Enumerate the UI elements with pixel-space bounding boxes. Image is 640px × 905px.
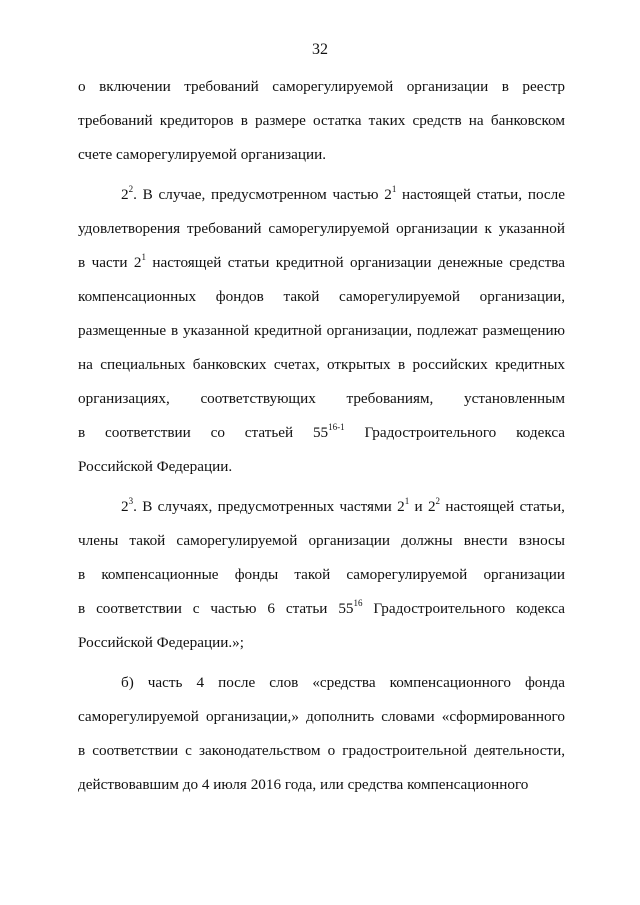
- page-number: 32: [312, 41, 328, 58]
- text-line: [78, 530, 565, 564]
- superscript: 3: [128, 495, 134, 506]
- text-run: члены такой саморегулируемой организации должны внести взносы: [78, 532, 565, 549]
- text-line: [78, 564, 565, 598]
- text-line: [78, 184, 565, 218]
- text-run: в компенсационные фонды такой саморегулируемой организации: [78, 566, 565, 583]
- text-run: действовавшим до 4 июля 2016 года, или средства компенсационного: [78, 776, 529, 793]
- text-run: Градостроительного кодекса: [362, 600, 566, 617]
- document-body: [78, 76, 565, 808]
- paragraph: [78, 496, 565, 666]
- text-run: Градостроительного кодекса: [344, 424, 565, 441]
- text-run: саморегулируемой организации,» дополнить словами «сформированного: [78, 708, 565, 725]
- text-run: удовлетворения требований саморегулируемой организации к указанной: [78, 220, 565, 237]
- text-run: счете саморегулируемой организации.: [78, 146, 327, 163]
- text-run: и 2: [409, 498, 436, 515]
- paragraph: [78, 184, 565, 490]
- text-line: [78, 774, 565, 808]
- paragraph: [78, 76, 565, 178]
- superscript: 1: [141, 251, 146, 262]
- text-line: [78, 218, 565, 252]
- text-line: [78, 598, 565, 632]
- text-run: . В случае, предусмотренном частью 2: [133, 186, 392, 203]
- text-run: требований кредиторов в размере остатка таких средств на банковском: [78, 112, 565, 129]
- superscript: 1: [404, 495, 410, 506]
- paragraph: [78, 672, 565, 808]
- text-run: на специальных банковских счетах, открытых в российских кредитных: [78, 356, 565, 373]
- text-run: Российской Федерации.: [78, 458, 233, 475]
- text-run: компенсационных фондов такой саморегулируемой организации,: [78, 288, 565, 305]
- text-line: [78, 388, 565, 422]
- text-line: [78, 110, 565, 144]
- text-line: [78, 354, 565, 388]
- text-run: настоящей статьи,: [440, 498, 565, 515]
- text-run: настоящей статьи кредитной организации денежные средства: [146, 254, 565, 271]
- superscript: 1: [391, 183, 397, 194]
- text-run: . В случаях, предусмотренных частями 2: [133, 498, 405, 515]
- text-line: [78, 76, 565, 110]
- text-line: [78, 632, 565, 666]
- text-line: [78, 740, 565, 774]
- text-run: в части 2: [78, 254, 142, 271]
- text-run: б) часть 4 после слов «средства компенсационного фонда: [121, 674, 565, 691]
- text-run: о включении требований саморегулируемой организации в реестр: [78, 78, 565, 95]
- text-run: 2: [121, 498, 129, 515]
- text-line: [78, 496, 565, 530]
- text-line: [78, 320, 565, 354]
- text-run: организациях, соответствующих требованиям, установленным: [78, 390, 565, 407]
- text-run: 2: [121, 186, 129, 203]
- text-run: настоящей статьи, после: [396, 186, 565, 203]
- text-line: [78, 706, 565, 740]
- text-line: [78, 144, 565, 178]
- text-line: [78, 422, 565, 456]
- text-line: [78, 456, 565, 490]
- text-run: размещенные в указанной кредитной организации, подлежат размещению: [78, 322, 565, 339]
- text-run: в соответствии с частью 6 статьи 55: [78, 600, 354, 617]
- superscript: 2: [435, 495, 441, 506]
- text-line: [78, 672, 565, 706]
- superscript: 2: [128, 183, 134, 194]
- superscript: 16: [353, 597, 363, 608]
- text-run: в соответствии со статьей 55: [78, 424, 329, 441]
- text-line: [78, 252, 565, 286]
- text-run: Российской Федерации.»;: [78, 634, 244, 651]
- text-run: в соответствии с законодательством о градостроительной деятельности,: [78, 742, 565, 759]
- superscript: 16-1: [328, 421, 345, 432]
- text-line: [78, 286, 565, 320]
